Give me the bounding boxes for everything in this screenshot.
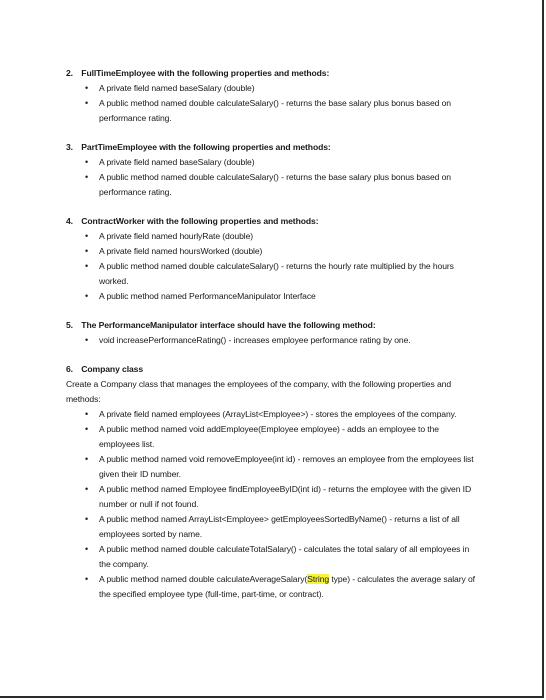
list-item-text: A private field named hoursWorked (double) — [99, 246, 263, 256]
section-number: 3. — [66, 142, 73, 152]
bullet-list — [66, 229, 476, 304]
bullet-icon: • — [85, 246, 89, 256]
document-content — [66, 66, 476, 616]
section-title: FullTimeEmployee with the following properties and methods: — [81, 68, 330, 78]
section-fulltime-employee — [66, 66, 476, 126]
list-item — [66, 512, 476, 542]
list-item — [66, 452, 476, 482]
list-item-text: A public method named Employee findEmployeeByID(int id) - returns the employee with the given ID number or null if not found. — [99, 484, 472, 509]
list-item-text: A public method named double calculateSalary() - returns the base salary plus bonus based on performance rating. — [99, 98, 451, 123]
bullet-icon: • — [85, 335, 89, 345]
list-item — [66, 572, 476, 602]
list-item-text: A public method named double calculateTotalSalary() - calculates the total salary of all employees in the company. — [99, 544, 470, 569]
section-title: Company class — [81, 364, 144, 374]
bullet-list — [66, 155, 476, 200]
bullet-icon: • — [85, 484, 89, 494]
bullet-icon: • — [85, 514, 89, 524]
section-intro: Create a Company class that manages the employees of the company, with the following properties and methods: — [66, 379, 451, 404]
section-performance-manipulator — [66, 318, 476, 348]
section-number: 2. — [66, 68, 73, 78]
section-company-class — [66, 362, 476, 602]
section-heading — [66, 318, 476, 333]
section-parttime-employee — [66, 140, 476, 200]
section-title: ContractWorker with the following properties and methods: — [81, 216, 319, 226]
bullet-icon: • — [85, 172, 89, 182]
bullet-icon: • — [85, 157, 89, 167]
list-item-text: A public method named void removeEmployee(int id) - removes an employee from the employees list given their ID number. — [99, 454, 474, 479]
bullet-icon: • — [85, 574, 89, 584]
highlighted-text: String — [307, 574, 330, 584]
bullet-icon: • — [85, 409, 89, 419]
section-heading — [66, 362, 476, 377]
bullet-icon: • — [85, 454, 89, 464]
list-item-text: A private field named hourlyRate (double) — [99, 231, 254, 241]
text-segment: A public method named double calculateAverageSalary( — [99, 574, 308, 584]
bullet-icon: • — [85, 231, 89, 241]
section-contract-worker — [66, 214, 476, 304]
list-item-text: A public method named double calculateSalary() - returns the base salary plus bonus based on performance rating. — [99, 172, 451, 197]
list-item-text — [99, 574, 475, 599]
section-number: 6. — [66, 364, 73, 374]
bullet-icon: • — [85, 544, 89, 554]
bullet-icon: • — [85, 83, 89, 93]
list-item — [66, 96, 476, 126]
section-title: The PerformanceManipulator interface should have the following method: — [81, 320, 376, 330]
list-item — [66, 244, 476, 259]
list-item-text: A public method named ArrayList<Employee> getEmployeesSortedByName() - returns a list of all employees sorted by name. — [99, 514, 460, 539]
section-heading — [66, 214, 476, 229]
list-item — [66, 407, 476, 422]
list-item-text: A private field named baseSalary (double) — [99, 83, 255, 93]
list-item — [66, 259, 476, 289]
bullet-icon: • — [85, 291, 89, 301]
list-item — [66, 542, 476, 572]
section-heading — [66, 66, 476, 81]
list-item — [66, 422, 476, 452]
list-item — [66, 289, 476, 304]
list-item — [66, 482, 476, 512]
bullet-list — [66, 407, 476, 602]
list-item-text: void increasePerformanceRating() - increases employee performance rating by one. — [99, 335, 411, 345]
bullet-icon: • — [85, 261, 89, 271]
list-item-text: A private field named baseSalary (double) — [99, 157, 255, 167]
list-item-text: A public method named void addEmployee(Employee employee) - adds an employee to the employees list. — [99, 424, 439, 449]
section-heading — [66, 140, 476, 155]
list-item — [66, 155, 476, 170]
list-item — [66, 81, 476, 96]
section-number: 4. — [66, 216, 73, 226]
bullet-list — [66, 81, 476, 126]
bullet-icon: • — [85, 98, 89, 108]
list-item — [66, 333, 476, 348]
list-item — [66, 170, 476, 200]
list-item-text: A public method named PerformanceManipulator Interface — [99, 291, 316, 301]
text-segment: type) - calculates the average salary of the specified employee type (full-time, part-time, or contract). — [99, 574, 475, 599]
bullet-list — [66, 333, 476, 348]
section-title: PartTimeEmployee with the following properties and methods: — [81, 142, 331, 152]
list-item-text: A public method named double calculateSalary() - returns the hourly rate multiplied by the hours worked. — [99, 261, 454, 286]
list-item — [66, 229, 476, 244]
bullet-icon: • — [85, 424, 89, 434]
section-number: 5. — [66, 320, 73, 330]
list-item-text: A private field named employees (ArrayList<Employee>) - stores the employees of the company. — [99, 409, 457, 419]
